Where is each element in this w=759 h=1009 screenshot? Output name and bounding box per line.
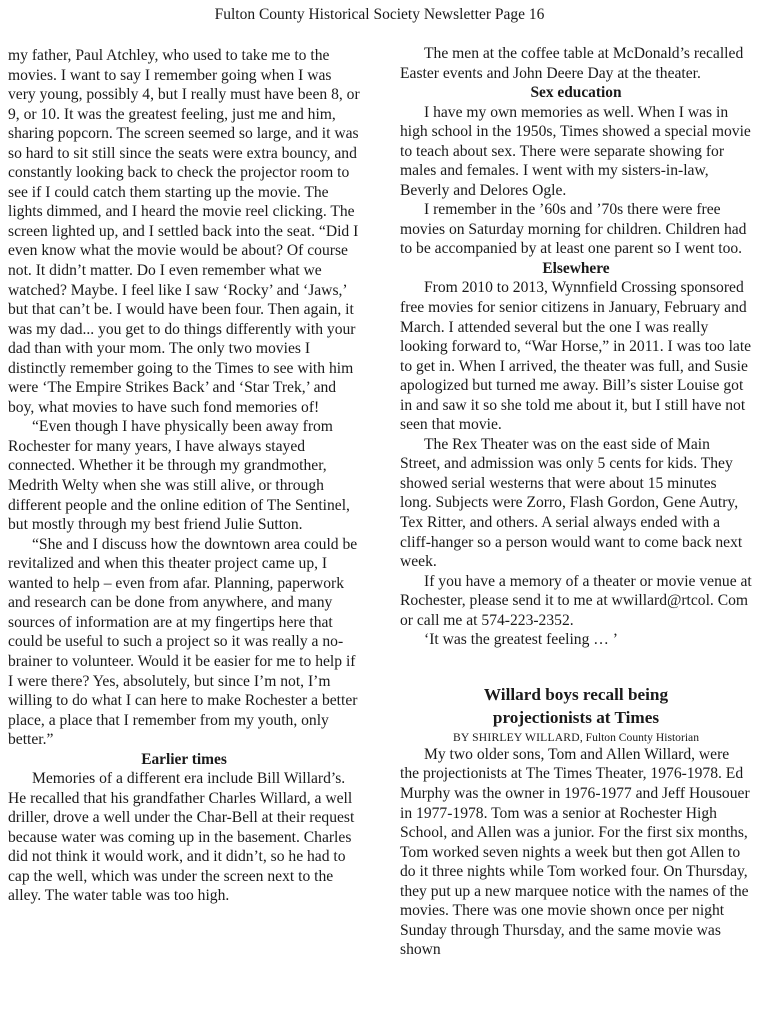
byline-role: , Fulton County Historian xyxy=(579,730,699,744)
body-paragraph: Memories of a different era include Bill Willard’s. He recalled that his grandfather Charles Willard, a well driller, drove a well under the Char-Bell at their request because water was coming up in the basement. Charles did not think it would work, and it didn’t, so he had to cap the well, which was under the screen next to the alley. The water table was too high. xyxy=(8,770,355,905)
article-closing-quote: ‘It was the greatest feeling … ’ xyxy=(424,631,618,649)
article-title-line-1: Willard boys recall being xyxy=(483,684,669,704)
body-paragraph: my father, Paul Atchley, who used to take me to the movies. I want to say I remember going when I was very young, possibly 4, but I really must have been 8, or 9, or 10. It was the greatest feeling, just me and him, sharing popcorn. The screen seemed so large, and it was so hard to sit still since the seats were extra bouncy, and constantly looking back to check the projector room to see if I could catch them starting up the movie. The lights dimmed, and I heard the movie reel clicking. The screen lighted up, and I settled back into the seat. “Did I even know what the movie would be about? Of course not. It didn’t matter. Do I even remember what we watched? Maybe. I feel like I saw ‘Rocky’ and ‘Jaws,’ but that can’t be. I would have been four. Then again, it was my dad... you get to do things differently with your dad than with your mom. The only two movies I distinctly remember going to the Times to see with him were ‘The Empire Strikes Back’ and ‘Star Trek,’ and boy, what movies to have such fond memories of! xyxy=(8,47,360,416)
body-paragraph: “Even though I have physically been away from Rochester for many years, I have always stayed connected. Whether it be through my grandmother, Medrith Welty when she was still alive, or through different people and the online edition of The Sentinel, but mostly through my best friend Julie Sutton. xyxy=(8,418,350,534)
article-willard-boys xyxy=(400,683,752,960)
left-column xyxy=(8,46,360,906)
body-paragraph: I remember in the ’60s and ’70s there were free movies on Saturday morning for children. Children had to be accompanied by at least one parent so I went too. xyxy=(400,201,747,258)
article-title xyxy=(400,683,752,729)
article-body: My two older sons, Tom and Allen Willard, were the projectionists at The Times Theater, 1976-1978. Ed Murphy was the owner in 1976-1977 and Jeff Housouer in 1977-1978. Tom was a senior at Rochester High School, and Allen was a junior. For the first six months, Tom worked seven nights a week but then got Allen to do it three nights while Tom worked four. On Thursday, they put up a new marquee notice with the names of the movies. There was one movie shown once per night Sunday through Thursday, and the same movie was shown xyxy=(400,745,750,959)
right-column xyxy=(400,44,752,960)
body-paragraph: If you have a memory of a theater or movie venue at Rochester, please send it to me at wwillard@rtcol. Com or call me at 574-223-2352. xyxy=(400,572,752,629)
article-title-line-2: projectionists at Times xyxy=(492,707,660,727)
subheading-elsewhere: Elsewhere xyxy=(542,259,610,277)
body-paragraph: From 2010 to 2013, Wynnfield Crossing sponsored free movies for senior citizens in January, February and March. I attended several but the one I was really looking forward to, “War Horse,” in 2011. I was too late to get in. When I arrived, the theater was full, and Susie apologized but turned me away. Bill’s sister Louise got in and saw it so she told me about it, but I still have not seen that movie. xyxy=(400,279,752,434)
subheading-earlier-times: Earlier times xyxy=(141,750,227,768)
body-paragraph: “She and I discuss how the downtown area could be revitalized and when this theater project came up, I wanted to help – even from afar. Planning, paperwork and research can be done from anywhere, and many sources of information are at my fingertips here that could be useful to such a project so it was really a no-brainer to volunteer. Would it be easier for me to help if I were there? Yes, absolutely, but since I’m not, I’m willing to do what I can here to make Rochester a better place, a place that I remember from my youth, only better.” xyxy=(8,535,358,749)
subheading-sex-education: Sex education xyxy=(530,84,622,102)
page-header: Fulton County Historical Society Newsletter Page 16 xyxy=(214,6,545,23)
body-paragraph: I have my own memories as well. When I was in high school in the 1950s, Times showed a special movie to teach about sex. There were separate showing for males and females. I went with my sisters-in-law, Beverly and Delores Ogle. xyxy=(400,103,751,199)
body-paragraph: The men at the coffee table at McDonald’s recalled Easter events and John Deere Day at the theater. xyxy=(400,45,744,82)
article-byline xyxy=(400,731,752,745)
byline-author: BY SHIRLEY WILLARD xyxy=(452,730,580,744)
body-paragraph: The Rex Theater was on the east side of Main Street, and admission was only 5 cents for kids. They showed serial westerns that were about 15 minutes long. Subjects were Zorro, Flash Gordon, Gene Autry, Tex Ritter, and others. A serial always ended with a cliff-hanger so a person would want to come back next week. xyxy=(400,435,743,571)
